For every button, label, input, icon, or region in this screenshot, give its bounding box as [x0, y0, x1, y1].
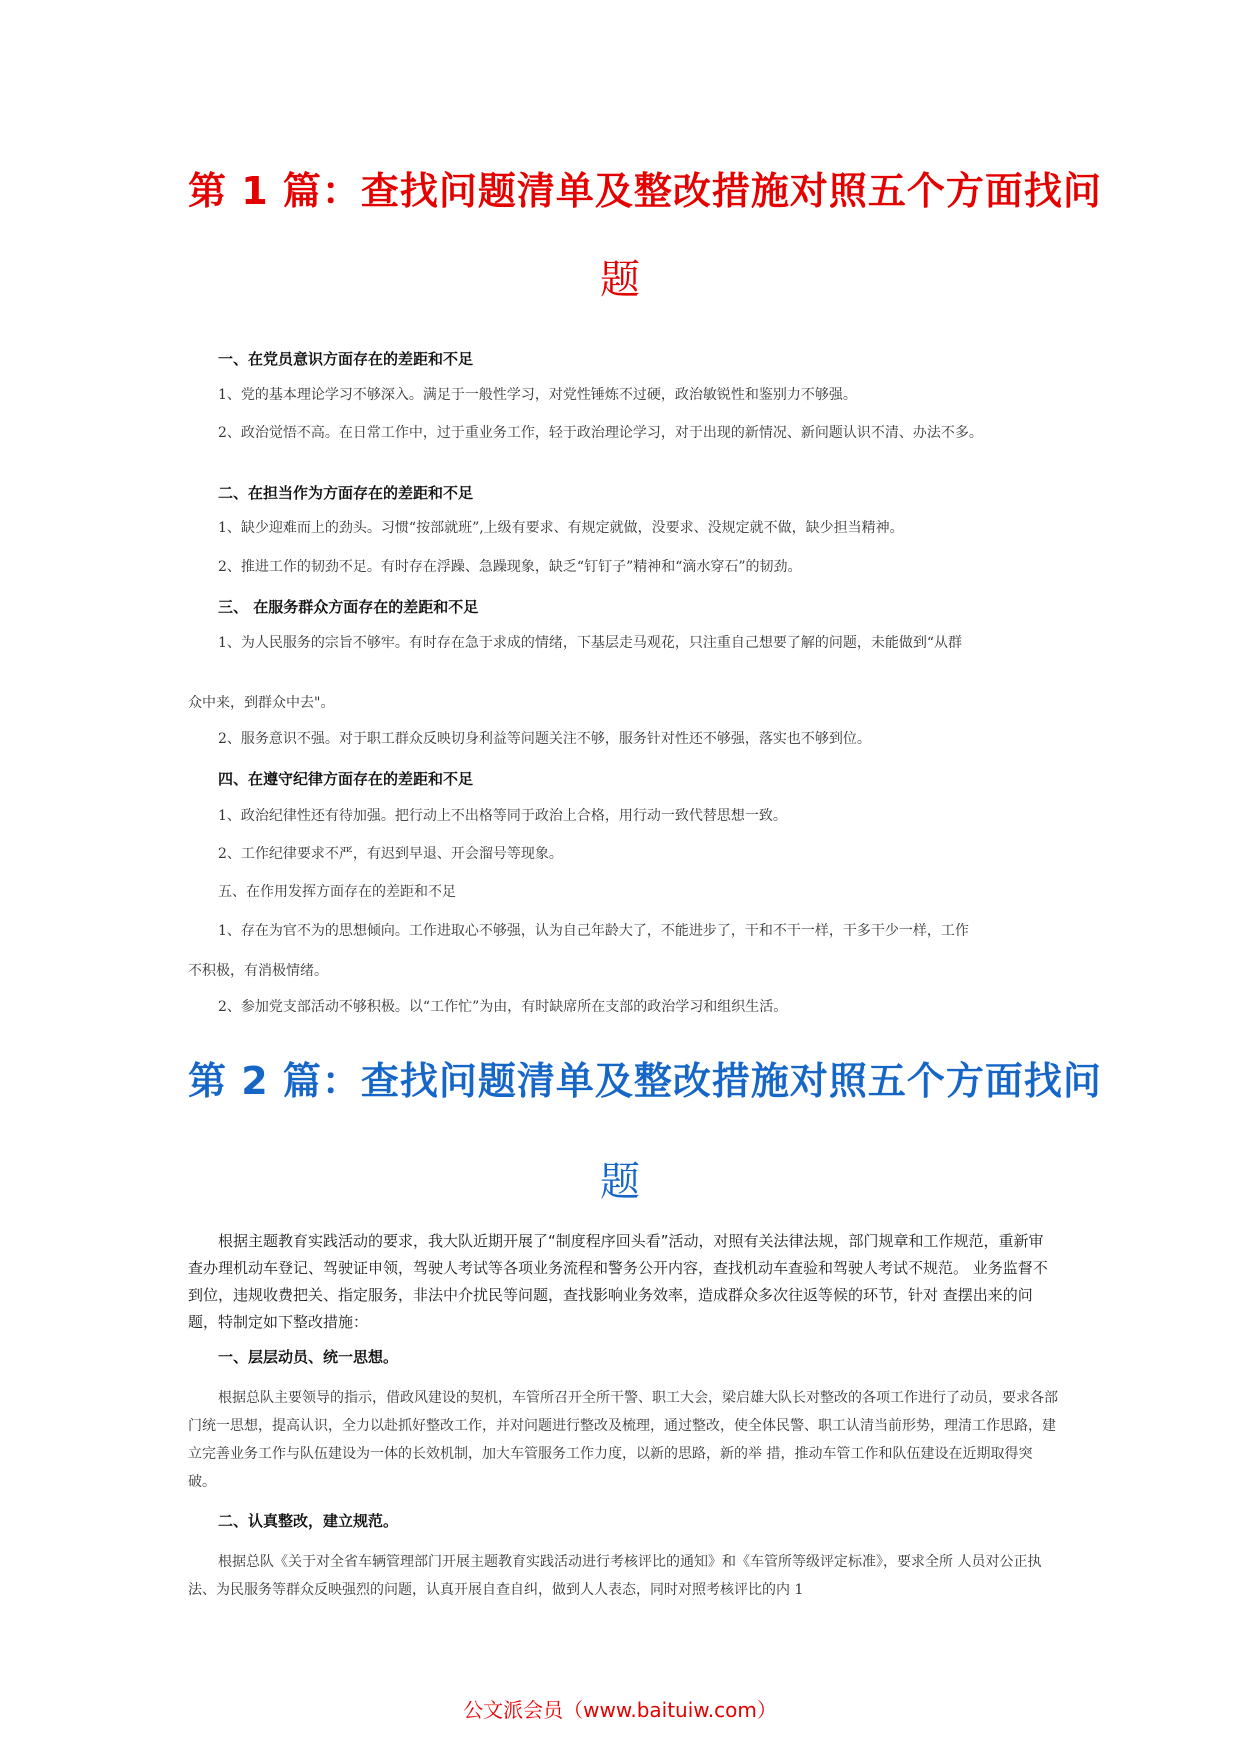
article1-title-line2: 题 — [600, 257, 640, 303]
article2-section1-heading: 一、层层动员、统一思想。 — [218, 1348, 399, 1366]
article1-section2-item2: 2、推进工作的韧劲不足。有时存在浮躁、急躁现象，缺乏“钉钉子”精神和“滴水穿石”的韧劲。 — [218, 559, 802, 575]
article1-section5-item2: 2、参加党支部活动不够积极。以“工作忙”为由，有时缺席所在支部的政治学习和组织生活。 — [218, 999, 788, 1015]
article1-section3-heading: 三、 在服务群众方面存在的差距和不足 — [218, 598, 479, 616]
article1-section5-item1: 1、存在为官不为的思想倾向。工作进取心不够强，认为自己年龄大了，不能进步了，干和不干一样，干多干少一样，工作 — [218, 923, 969, 939]
article1-section2-item1: 1、缺少迎难而上的劲头。习惯“按部就班”,上级有要求、有规定就做，没要求、没规定就不做，缺少担当精神。 — [218, 520, 904, 536]
article2-title-line1: 第 2 篇：查找问题清单及整改措施对照五个方面找问 — [188, 1059, 1102, 1103]
article1-section3-item1: 1、为人民服务的宗旨不够牢。有时存在急于求成的情绪，下基层走马观花，只注重自己想要了解的问题，未能做到“从群 — [218, 635, 963, 651]
article2-intro: 根据主题教育实践活动的要求，我大队近期开展了“制度程序回头看”活动，对照有关法律法规，部门规章和工作规范，重新审查办理机动车登记、驾驶证申领，驾驶人考试等各项业务流程和警务公开内容，查找机动车查验和驾驶人考试不规范。 业务监督不到位，违规收费把关、指定服务，非法中介扰民等问题，查找影响业务效率，造成群众多次往返等候的环节，针对 查摆出来的问题，特制定如下整改措施： — [188, 1232, 1048, 1331]
article2-section1-body: 根据总队主要领导的指示，借政风建设的契机，车管所召开全所干警、职工大会，梁启雄大队长对整改的各项工作进行了动员，要求各部门统一思想，提高认识，全力以赴抓好整改工作，并对问题进行整改及梳理，通过整改，使全体民警、职工认清当前形势，理清工作思路，建立完善业务工作与队伍建设为一体的长效机制，加大车管服务工作力度，以新的思路，新的举 措，推动车管工作和队伍建设在近期取得突破。 — [188, 1390, 1058, 1490]
article1-section1-heading: 一、在党员意识方面存在的差距和不足 — [218, 350, 474, 368]
article2-section2-heading: 二、认真整改，建立规范。 — [218, 1512, 399, 1530]
article1-section1-item1: 1、党的基本理论学习不够深入。满足于一般性学习，对党性锤炼不过硬，政治敏锐性和鉴别力不够强。 — [218, 387, 857, 403]
article1-section4-heading: 四、在遵守纪律方面存在的差距和不足 — [218, 770, 474, 788]
article1-title-line1: 第 1 篇：查找问题清单及整改措施对照五个方面找问 — [188, 169, 1102, 213]
article1-section2-heading: 二、在担当作为方面存在的差距和不足 — [218, 484, 474, 502]
article2-title-line2: 题 — [600, 1159, 640, 1205]
article1-section4-item1: 1、政治纪律性还有待加强。把行动上不出格等同于政治上合格，用行动一致代替思想一致。 — [218, 808, 787, 824]
article1-section1-item2: 2、政治觉悟不高。在日常工作中，过于重业务工作，轻于政治理论学习，对于出现的新情况、新问题认识不清、办法不多。 — [218, 425, 983, 441]
footer-source-text: 公文派会员（www.baituiw.com） — [463, 1698, 777, 1722]
article2-section2-body: 根据总队《关于对全省车辆管理部门开展主题教育实践活动进行考核评比的通知》和《车管所等级评定标准》，要求全所 人员对公正执法、为民服务等群众反映强烈的问题，认真开展自查自纠，做到人人表态，同时对照考核评比的内 1 — [188, 1554, 1042, 1598]
article1-section3-item2: 2、服务意识不强。对于职工群众反映切身利益等问题关注不够，服务针对性还不够强，落实也不够到位。 — [218, 731, 871, 747]
article1-section5-item1-continued: 不积极，有消极情绪。 — [188, 963, 328, 979]
article1-section5-heading: 五、在作用发挥方面存在的差距和不足 — [218, 884, 456, 900]
article1-section3-item1-continued: 众中来，到群众中去"。 — [188, 695, 335, 711]
article1-section4-item2: 2、工作纪律要求不严，有迟到早退、开会溜号等现象。 — [218, 846, 563, 862]
